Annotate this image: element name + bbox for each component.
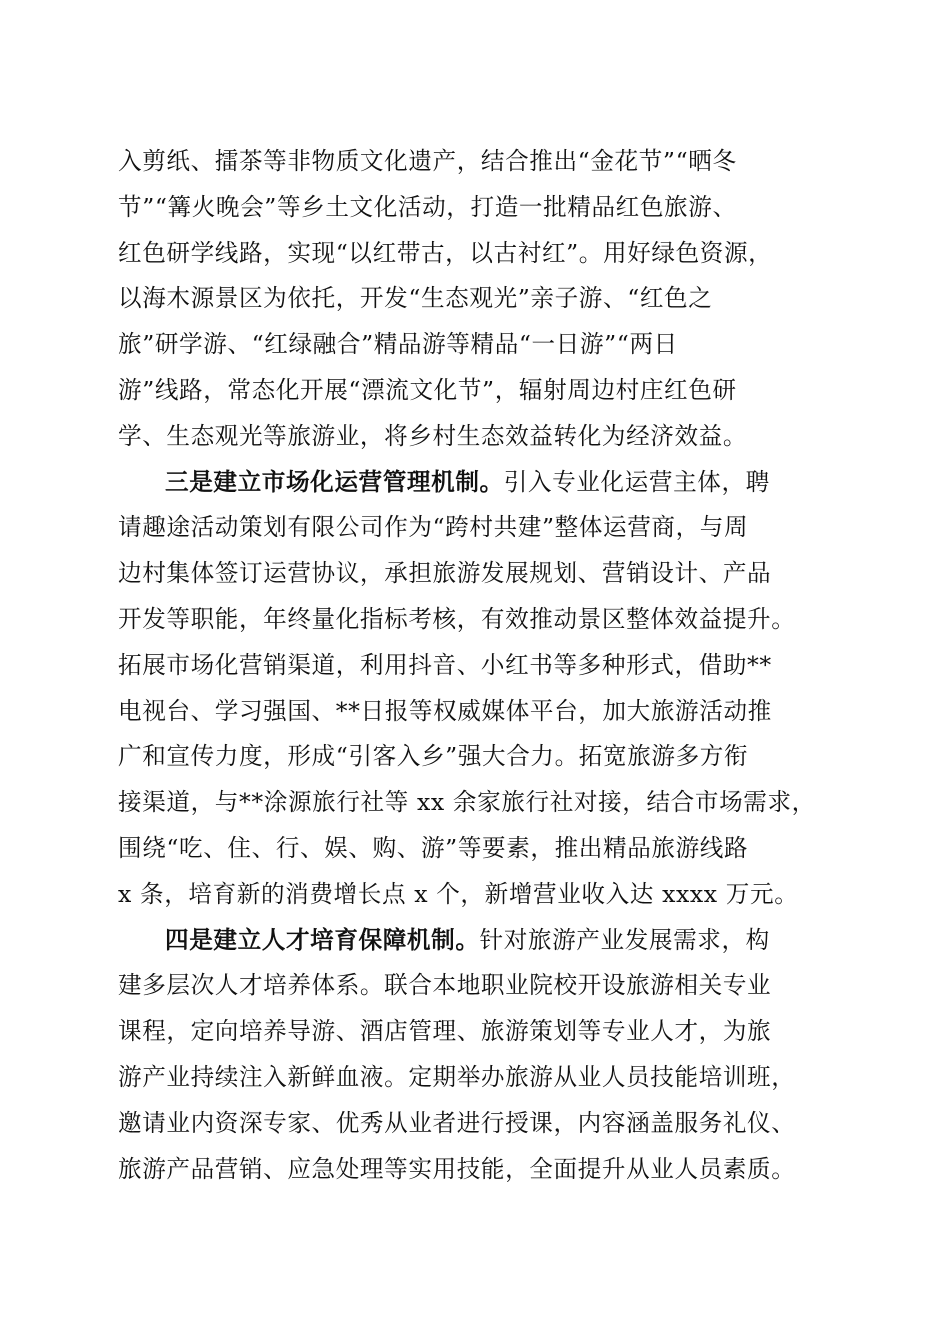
text-line: 开发等职能，年终量化指标考核，有效推动景区整体效益提升。 xyxy=(118,604,796,633)
text-line: 游”线路，常态化开展“漂流文化节”，辐射周边村庄红色研 xyxy=(118,375,737,404)
text-line: 学、生态观光等旅游业，将乡村生态效益转化为经济效益。 xyxy=(118,421,748,450)
text-line: 课程，定向培养导游、酒店管理、旅游策划等专业人才，为旅 xyxy=(118,1017,772,1046)
text-line: 旅游产品营销、应急处理等实用技能，全面提升从业人员素质。 xyxy=(118,1154,796,1183)
text-line: 节”“篝火晚会”等乡土文化活动，打造一批精品红色旅游、 xyxy=(118,192,737,221)
text-line: 电视台、学习强国、**日报等权威媒体平台，加大旅游活动推 xyxy=(118,696,772,725)
text-line: 以海木源景区为依托，开发“生态观光”亲子游、“红色之 xyxy=(118,284,713,313)
text-line xyxy=(118,460,854,506)
text-line: 游产业持续注入新鲜血液。定期举办旅游从业人员技能培训班， xyxy=(118,1062,796,1091)
paragraph-green-resources xyxy=(118,139,854,460)
text-segment: 引入专业化运营主体，聘 xyxy=(503,467,770,496)
text-line: 入剪纸、擂茶等非物质文化遗产，结合推出“金花节”“晒冬 xyxy=(118,147,737,175)
paragraph-talent-training xyxy=(118,918,854,1193)
text-segment: 针对旅游产业发展需求，构 xyxy=(479,925,770,954)
paragraph-market-operation xyxy=(118,460,854,918)
document-body xyxy=(118,139,854,1192)
text-line: 红色研学线路，实现“以红带古，以古衬红”。用好绿色资源， xyxy=(118,238,773,267)
text-line: 边村集体签订运营协议，承担旅游发展规划、营销设计、产品 xyxy=(118,559,772,588)
text-line: 建多层次人才培养体系。联合本地职业院校开设旅游相关专业 xyxy=(118,971,772,1000)
text-line: 邀请业内资深专家、优秀从业者进行授课，内容涵盖服务礼仪、 xyxy=(118,1108,796,1137)
text-line xyxy=(118,918,854,964)
text-line: 围绕“吃、住、行、娱、购、游”等要素，推出精品旅游线路 xyxy=(118,833,749,862)
text-line: 旅”研学游、“红绿融合”精品游等精品“一日游”“两日 xyxy=(118,330,678,359)
text-line: 请趣途活动策划有限公司作为“跨村共建”整体运营商，与周 xyxy=(118,513,749,542)
paragraph-heading: 三是建立市场化运营管理机制。 xyxy=(165,467,504,496)
text-line: x 条，培育新的消费增长点 x 个，新增营业收入达 xxxx 万元。 xyxy=(118,879,799,908)
text-line: 广和宣传力度，形成“引客入乡”强大合力。拓宽旅游多方衔 xyxy=(118,742,749,771)
text-line: 接渠道，与**涂源旅行社等 xx 余家旅行社对接，结合市场需求， xyxy=(118,788,816,817)
text-line: 拓展市场化营销渠道，利用抖音、小红书等多种形式，借助** xyxy=(118,650,772,679)
paragraph-heading: 四是建立人才培育保障机制。 xyxy=(165,925,480,954)
